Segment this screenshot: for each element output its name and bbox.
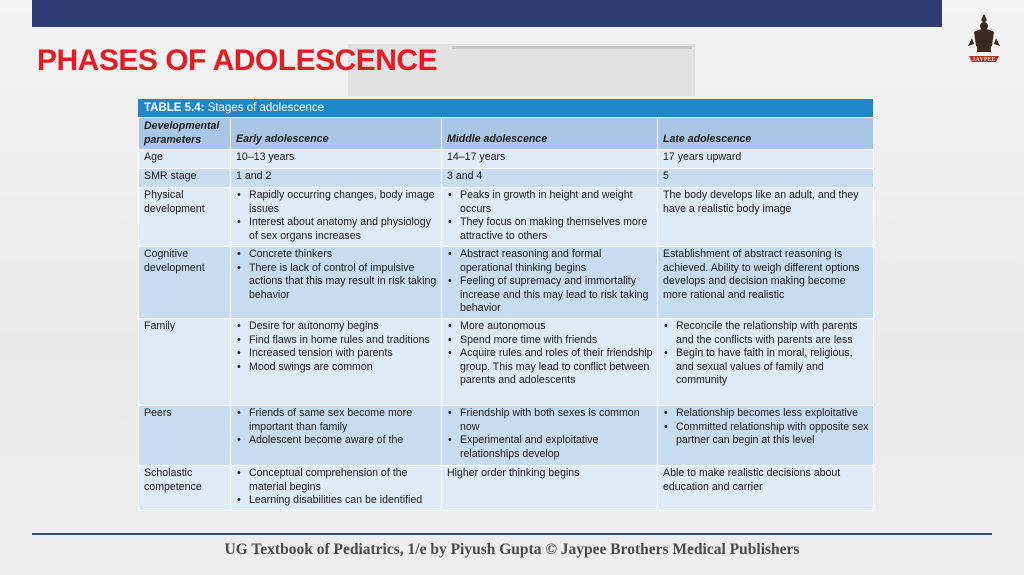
list-item: • Concrete thinkers bbox=[236, 248, 437, 262]
bullet-list bbox=[236, 467, 437, 508]
row-parameter: SMR stage bbox=[139, 169, 231, 188]
cell-late bbox=[658, 188, 874, 247]
bullet-list bbox=[447, 248, 653, 316]
table-row bbox=[139, 466, 874, 511]
list-item: • Conceptual comprehension of the material begins bbox=[236, 467, 437, 494]
list-item: • Find flaws in home rules and traditions bbox=[236, 334, 437, 348]
bullet-list bbox=[236, 320, 437, 374]
cell-late bbox=[658, 169, 874, 188]
cell-middle bbox=[442, 188, 658, 247]
cell-text: 1 and 2 bbox=[236, 170, 272, 182]
cell-late bbox=[658, 406, 874, 466]
row-parameter: Physical development bbox=[139, 188, 231, 247]
bullet-list bbox=[447, 320, 653, 388]
table-row bbox=[139, 150, 874, 169]
list-item: • Rapidly occurring changes, body image issues bbox=[236, 189, 437, 216]
row-parameter: Age bbox=[139, 150, 231, 169]
stages-grid bbox=[138, 117, 874, 511]
row-parameter: Family bbox=[139, 319, 231, 406]
bullet-list bbox=[663, 407, 869, 448]
bullet-list bbox=[236, 407, 437, 448]
list-item: • More autonomous bbox=[447, 320, 653, 334]
header-early: Early adolescence bbox=[231, 118, 442, 150]
faded-banner-line bbox=[452, 46, 692, 49]
list-item: • They focus on making themselves more attractive to others bbox=[447, 216, 653, 243]
header-parameters: Developmental parameters bbox=[139, 118, 231, 150]
list-item: • Desire for autonomy begins bbox=[236, 320, 437, 334]
list-item: • Committed relationship with opposite sex partner can begin at this level bbox=[663, 421, 869, 448]
cell-late bbox=[658, 466, 874, 511]
bullet-list bbox=[236, 248, 437, 302]
table-caption-text: Stages of adolescence bbox=[204, 102, 325, 114]
cell-middle bbox=[442, 466, 658, 511]
logo-text: JAYPEE bbox=[972, 56, 996, 63]
cell-middle bbox=[442, 150, 658, 169]
stages-table bbox=[138, 99, 873, 511]
cell-middle bbox=[442, 247, 658, 319]
slide-title: PHASES OF ADOLESCENCE bbox=[37, 44, 438, 77]
bullet-list bbox=[447, 407, 653, 461]
cell-text: 14–17 years bbox=[447, 151, 506, 163]
list-item: • Learning disabilities can be identified bbox=[236, 494, 437, 508]
list-item: • Mood swings are common bbox=[236, 361, 437, 375]
cell-early bbox=[231, 319, 442, 406]
list-item: • Reconcile the relationship with parents and the conflicts with parents are less bbox=[663, 320, 869, 347]
header-middle: Middle adolescence bbox=[442, 118, 658, 150]
table-row bbox=[139, 247, 874, 319]
cell-late bbox=[658, 247, 874, 319]
list-item: • Peaks in growth in height and weight occurs bbox=[447, 189, 653, 216]
list-item: • Increased tension with parents bbox=[236, 347, 437, 361]
cell-early bbox=[231, 247, 442, 319]
row-parameter: Cognitive development bbox=[139, 247, 231, 319]
cell-late bbox=[658, 319, 874, 406]
header-late: Late adolescence bbox=[658, 118, 874, 150]
cell-early bbox=[231, 150, 442, 169]
header-row bbox=[139, 118, 874, 150]
list-item: • There is lack of control of impulsive actions that this may result in risk taking behavior bbox=[236, 262, 437, 303]
list-item: • Interest about anatomy and physiology of sex organs increases bbox=[236, 216, 437, 243]
list-item: • Friends of same sex become more important than family bbox=[236, 407, 437, 434]
footer-citation: UG Textbook of Pediatrics, 1/e by Piyush Gupta © Jaypee Brothers Medical Publishers bbox=[224, 541, 800, 558]
cell-middle bbox=[442, 406, 658, 466]
list-item: • Spend more time with friends bbox=[447, 334, 653, 348]
cell-text: 5 bbox=[663, 170, 669, 182]
list-item: • Acquire rules and roles of their friendship group. This may lead to conflict between parents and adolescents bbox=[447, 347, 653, 388]
cell-early bbox=[231, 466, 442, 511]
list-item: • Adolescent become aware of the bbox=[236, 434, 437, 448]
cell-late bbox=[658, 150, 874, 169]
table-caption bbox=[138, 99, 873, 117]
list-item: • Relationship becomes less exploitative bbox=[663, 407, 869, 421]
bottom-rule bbox=[32, 533, 992, 535]
table-caption-label: TABLE 5.4: bbox=[144, 102, 205, 114]
row-parameter: Peers bbox=[139, 406, 231, 466]
cell-text: The body develops like an adult, and they have a realistic body image bbox=[663, 189, 859, 215]
list-item: • Abstract reasoning and formal operational thinking begins bbox=[447, 248, 653, 275]
jaypee-logo bbox=[966, 12, 1002, 70]
cell-early bbox=[231, 406, 442, 466]
list-item: • Begin to have faith in moral, religious, and sexual values of family and community bbox=[663, 347, 869, 388]
table-row bbox=[139, 406, 874, 466]
cell-text: 3 and 4 bbox=[447, 170, 483, 182]
table-row bbox=[139, 319, 874, 406]
cell-text: Establishment of abstract reasoning is achieved. Ability to weigh different options develops and decision making become more rational and realistic bbox=[663, 248, 860, 301]
table-row bbox=[139, 169, 874, 188]
row-parameter: Scholastic competence bbox=[139, 466, 231, 511]
cell-early bbox=[231, 169, 442, 188]
list-item: • Feeling of supremacy and immortality increase and this may lead to risk taking behavior bbox=[447, 275, 653, 316]
list-item: • Friendship with both sexes is common now bbox=[447, 407, 653, 434]
cell-text: Able to make realistic decisions about education and carrier bbox=[663, 467, 841, 493]
cell-text: 17 years upward bbox=[663, 151, 742, 163]
cell-middle bbox=[442, 169, 658, 188]
bullet-list bbox=[447, 189, 653, 243]
list-item: • Experimental and exploitative relationships develop bbox=[447, 434, 653, 461]
cell-middle bbox=[442, 319, 658, 406]
bullet-list bbox=[663, 320, 869, 388]
cell-text: 10–13 years bbox=[236, 151, 295, 163]
cell-text: Higher order thinking begins bbox=[447, 467, 580, 479]
cell-early bbox=[231, 188, 442, 247]
table-row bbox=[139, 188, 874, 247]
top-bar bbox=[32, 0, 942, 27]
bullet-list bbox=[236, 189, 437, 243]
